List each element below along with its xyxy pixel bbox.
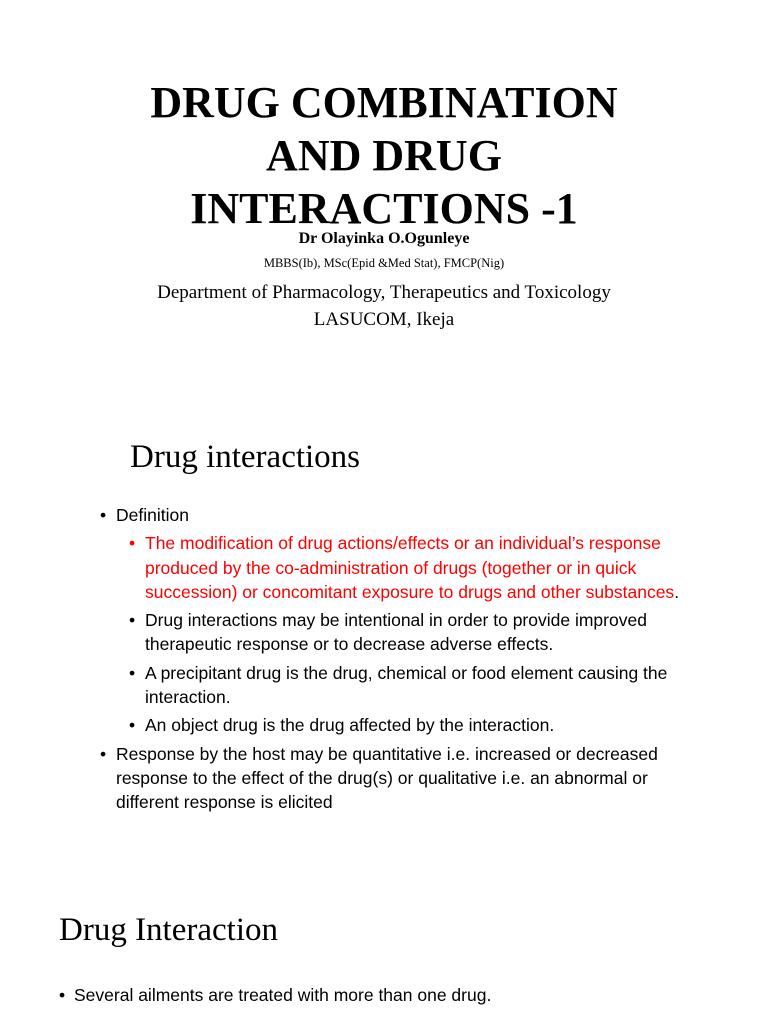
bullet-dot: • [100, 743, 107, 764]
affiliation [0, 279, 768, 333]
bullet-dot: • [100, 505, 107, 525]
sub-bullet-text: A precipitant drug is the drug, chemical or food element causing the interaction. [145, 662, 668, 708]
bullet-dot: • [129, 662, 136, 683]
bullet-definition [100, 503, 700, 527]
definition-period: . [674, 581, 680, 602]
author-name: Dr Olayinka O.Ogunleye [298, 230, 470, 247]
bullet-ailments [59, 983, 739, 1007]
bullet-list [100, 503, 700, 815]
title-line-1: DRUG COMBINATION [150, 78, 618, 127]
sub-bullet-intentional [100, 608, 700, 657]
drug-interaction-slide [0, 860, 768, 1024]
sub-bullet-object-drug [100, 713, 700, 737]
bullet-dot: • [129, 610, 136, 631]
institution-name: LASUCOM, Ikeja [313, 309, 455, 330]
definition-label: Definition [116, 505, 189, 525]
definition-text: The modification of drug actions/effects or an individual’s response produced by the co-administration of drugs (together or in quick succession) or concomitant exposure to drugs and other substances [145, 533, 675, 602]
slide-heading: Drug interactions [130, 439, 361, 475]
response-text: Response by the host may be quantitative i.e. increased or decreased response to the effect of the drug(s) or qualitative i.e. an abnormal or different response is elicited [116, 743, 658, 813]
sub-bullet-precipitant [100, 661, 700, 710]
author-qualifications: MBBS(Ib), MSc(Epid &Med Stat), FMCP(Nig) [263, 256, 505, 270]
bullet-list [59, 983, 739, 1007]
bullet-dot: • [129, 715, 136, 736]
title-slide [0, 0, 768, 360]
bullet-dot: • [129, 533, 136, 554]
bullet-text: Several ailments are treated with more than one drug. [74, 985, 492, 1005]
bullet-dot: • [59, 985, 66, 1005]
sub-bullet-definition-text [100, 531, 700, 604]
sub-bullet-text: Drug interactions may be intentional in order to provide improved therapeutic response or to decrease adverse effects. [145, 610, 647, 655]
title-line-2: AND DRUG [266, 131, 502, 180]
department-name: Department of Pharmacology, Therapeutics and Toxicology [157, 282, 611, 303]
sub-bullet-text: An object drug is the drug affected by the interaction. [145, 715, 555, 736]
title-line-3: INTERACTIONS -1 [190, 184, 578, 233]
presentation-title [0, 76, 768, 235]
drug-interactions-slide [0, 360, 768, 860]
bullet-response [100, 742, 700, 815]
slide-heading: Drug Interaction [59, 912, 278, 948]
